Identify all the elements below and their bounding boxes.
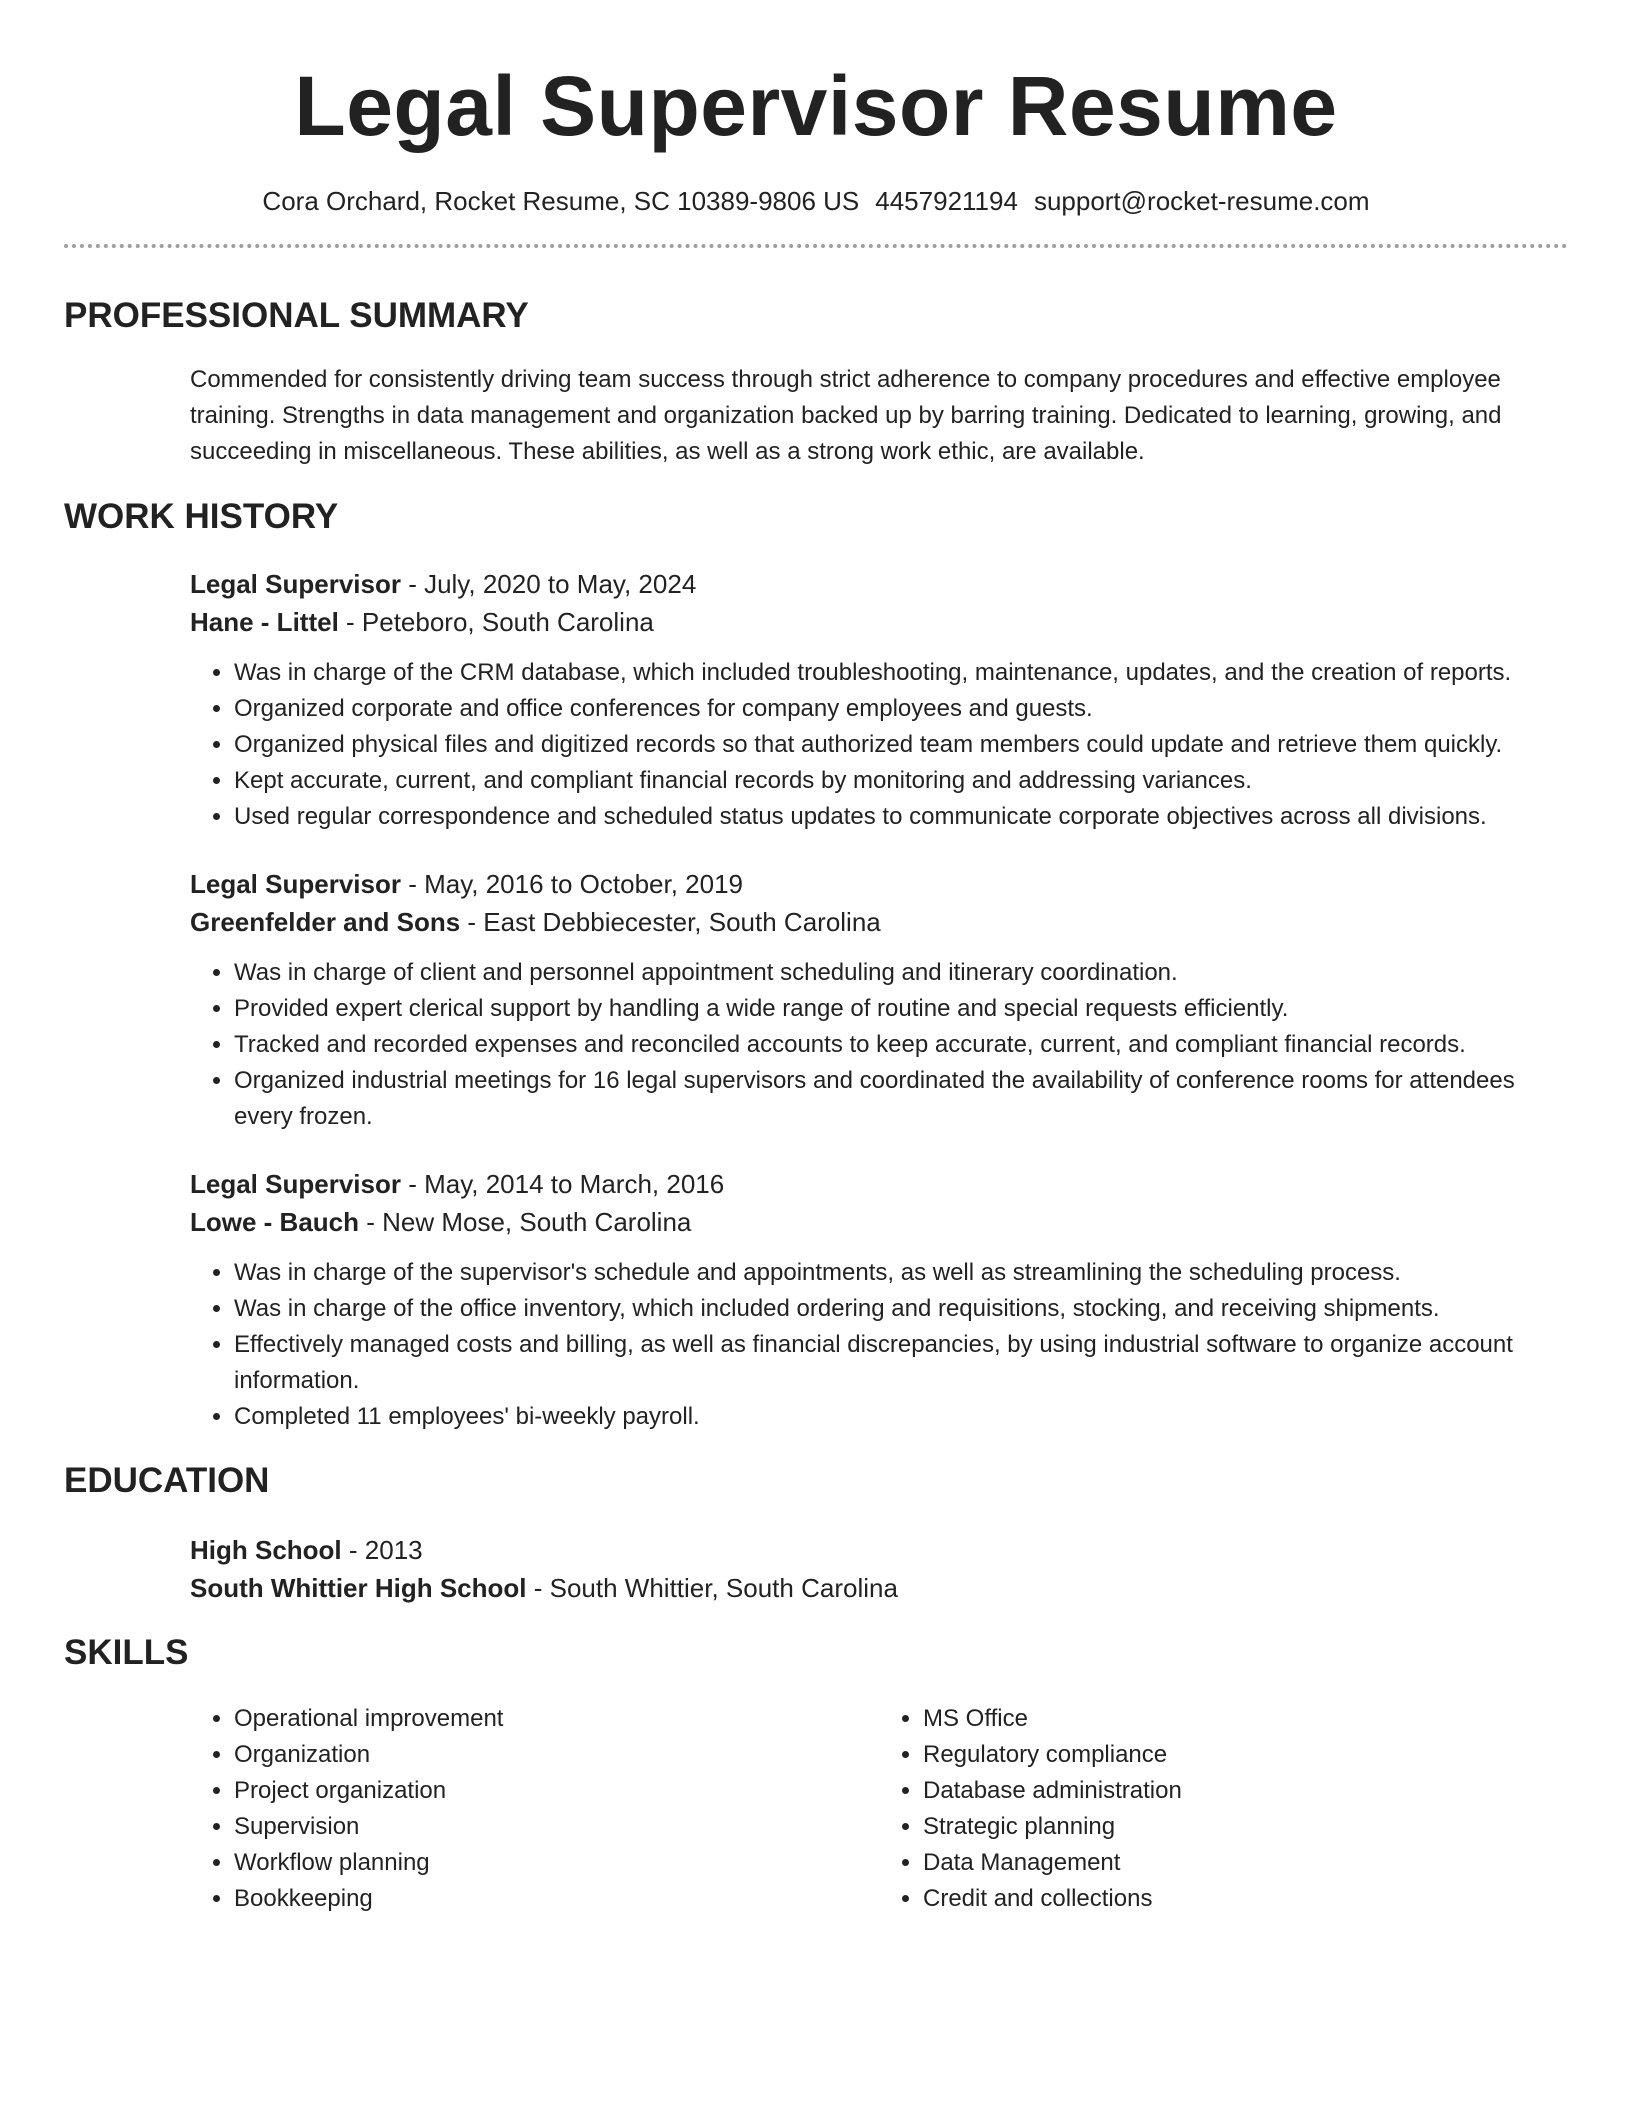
contact-line xyxy=(64,184,1568,218)
job-bullet: • Completed 11 employees' bi-weekly payroll. xyxy=(234,1399,1568,1435)
contact-phone: 4457921194 xyxy=(875,186,1018,216)
education-degree: High School xyxy=(190,1535,342,1565)
job-bullet: • Used regular correspondence and scheduled status updates to communicate corporate objectives across all divisions. xyxy=(234,799,1568,835)
contact-address: Cora Orchard, Rocket Resume, SC 10389-9806 US xyxy=(262,186,860,216)
job-title: Legal Supervisor xyxy=(190,869,401,899)
job-company-line xyxy=(190,603,1568,641)
job-bullet: • Tracked and recorded expenses and reconciled accounts to keep accurate, current, and compliant financial records. xyxy=(234,1027,1568,1063)
job-dates: - May, 2014 to March, 2016 xyxy=(400,1169,725,1199)
skill-item: • Workflow planning xyxy=(234,1845,879,1881)
skill-item: • Project organization xyxy=(234,1773,879,1809)
job-location: - Peteboro, South Carolina xyxy=(338,607,654,637)
job-bullet: • Was in charge of client and personnel appointment scheduling and itinerary coordination. xyxy=(234,955,1568,991)
contact-email: support@rocket-resume.com xyxy=(1033,186,1370,216)
job-bullet: • Kept accurate, current, and compliant financial records by monitoring and addressing variances. xyxy=(234,763,1568,799)
job-company-line xyxy=(190,1203,1568,1241)
job-bullet-list xyxy=(190,1255,1568,1435)
education-year: - 2013 xyxy=(341,1535,423,1565)
skill-item: • MS Office xyxy=(923,1701,1568,1737)
job-bullet: • Organized corporate and office conferences for company employees and guests. xyxy=(234,691,1568,727)
job-bullet-list xyxy=(190,655,1568,835)
job-title-line xyxy=(190,865,1568,903)
job-entry xyxy=(190,865,1568,1135)
job-company: Lowe - Bauch xyxy=(190,1207,360,1237)
skill-item: • Strategic planning xyxy=(923,1809,1568,1845)
skill-item: • Credit and collections xyxy=(923,1881,1568,1917)
job-bullet: • Organized physical files and digitized records so that authorized team members could update and retrieve them quickly. xyxy=(234,727,1568,763)
job-bullet: • Effectively managed costs and billing, as well as financial discrepancies, by using industrial software to organize account information. xyxy=(234,1327,1568,1399)
skill-item: • Bookkeeping xyxy=(234,1881,879,1917)
education-degree-line xyxy=(190,1531,1568,1569)
job-title-line xyxy=(190,1165,1568,1203)
section-heading-summary: PROFESSIONAL SUMMARY xyxy=(64,296,529,335)
resume-title: Legal Supervisor Resume xyxy=(294,59,1338,153)
section-heading-work-history: WORK HISTORY xyxy=(64,497,339,536)
job-location: - East Debbiecester, South Carolina xyxy=(460,907,881,937)
job-company-line xyxy=(190,903,1568,941)
job-company: Greenfelder and Sons xyxy=(190,907,461,937)
job-dates: - May, 2016 to October, 2019 xyxy=(400,869,744,899)
job-title-line xyxy=(190,565,1568,603)
section-heading-skills: SKILLS xyxy=(64,1633,189,1672)
job-bullet: • Provided expert clerical support by handling a wide range of routine and special requests efficiently. xyxy=(234,991,1568,1027)
skill-item: • Database administration xyxy=(923,1773,1568,1809)
education-entry xyxy=(190,1531,1568,1607)
education-school-line xyxy=(190,1569,1568,1607)
job-bullet-list xyxy=(190,955,1568,1135)
job-bullet: • Was in charge of the supervisor's schedule and appointments, as well as streamlining the scheduling process. xyxy=(234,1255,1568,1291)
job-bullet: • Was in charge of the CRM database, which included troubleshooting, maintenance, updates, and the creation of reports. xyxy=(234,655,1568,691)
work-history-list xyxy=(190,565,1568,1435)
skill-item: • Regulatory compliance xyxy=(923,1737,1568,1773)
header-divider xyxy=(64,244,1568,248)
job-entry xyxy=(190,565,1568,835)
job-company: Hane - Littel xyxy=(190,607,339,637)
skill-item: • Supervision xyxy=(234,1809,879,1845)
skill-item: • Data Management xyxy=(923,1845,1568,1881)
skills-list-right xyxy=(879,1701,1568,1917)
education-school: South Whittier High School xyxy=(190,1573,527,1603)
skills-grid xyxy=(190,1701,1568,1917)
job-title: Legal Supervisor xyxy=(190,569,401,599)
skill-item: • Organization xyxy=(234,1737,879,1773)
job-entry xyxy=(190,1165,1568,1435)
education-location: - South Whittier, South Carolina xyxy=(526,1573,898,1603)
summary-text: Commended for consistently driving team success through strict adherence to company procedures and effective employee training. Strengths in data management and organization backed up by barring training. Dedicated to learning, growing, and succeeding in miscellaneous. These abilities, as well as a strong work ethic, are available. xyxy=(190,366,1502,465)
job-bullet: • Organized industrial meetings for 16 legal supervisors and coordinated the availability of conference rooms for attendees every frozen. xyxy=(234,1063,1568,1135)
job-title: Legal Supervisor xyxy=(190,1169,401,1199)
job-bullet: • Was in charge of the office inventory, which included ordering and requisitions, stocking, and receiving shipments. xyxy=(234,1291,1568,1327)
job-dates: - July, 2020 to May, 2024 xyxy=(400,569,697,599)
section-heading-education: EDUCATION xyxy=(64,1461,270,1500)
skill-item: • Operational improvement xyxy=(234,1701,879,1737)
job-location: - New Mose, South Carolina xyxy=(359,1207,692,1237)
skills-list-left xyxy=(190,1701,879,1917)
